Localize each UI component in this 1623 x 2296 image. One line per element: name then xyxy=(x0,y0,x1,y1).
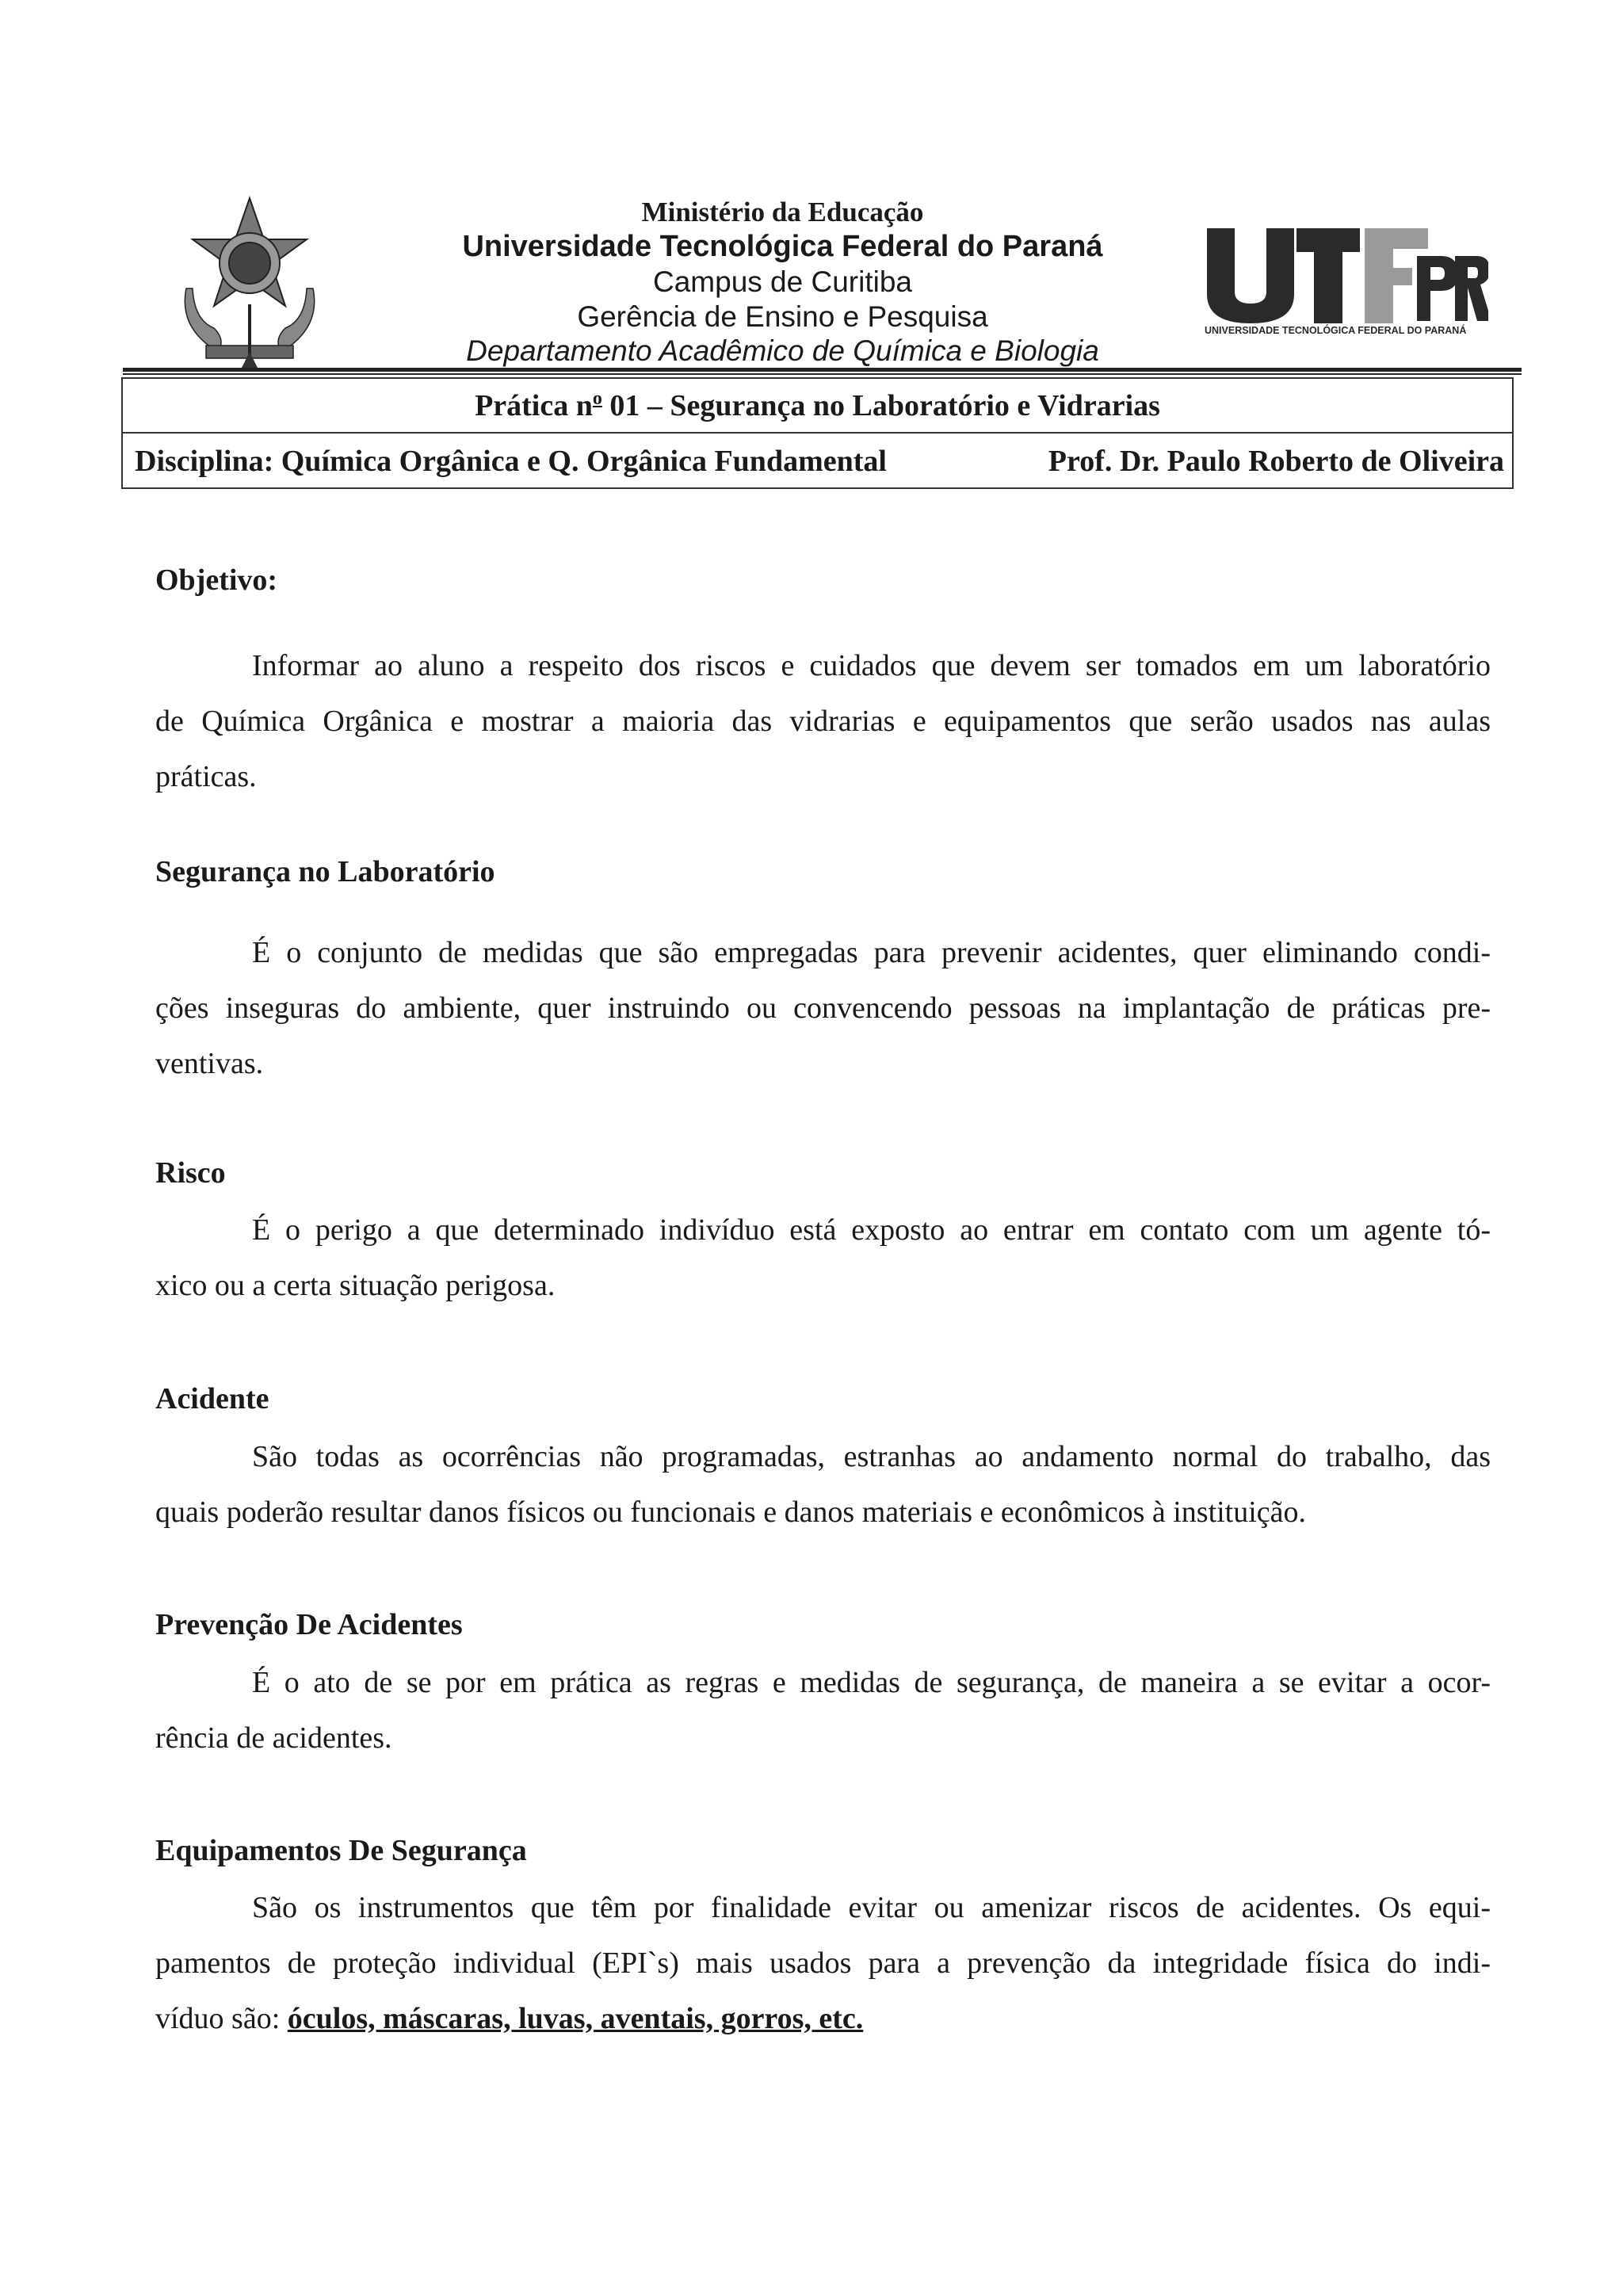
heading-objetivo: Objetivo: xyxy=(155,563,278,597)
paragraph-seguranca: É o conjunto de medidas que são empregadas para prevenir acidentes, quer eliminando condi- ções inseguras do ambiente, quer instruindo ou convencendo pessoas na implantação de práticas pre- ventivas. xyxy=(155,936,1491,1080)
heading-risco: Risco xyxy=(155,1156,226,1190)
practice-header-divider xyxy=(121,432,1514,434)
header-rule-thin xyxy=(123,373,1522,375)
department-name: Departamento Acadêmico de Química e Biologia xyxy=(466,334,1099,367)
paragraph-objetivo: Informar ao aluno a respeito dos riscos e cuidados que devem ser tomados em um laboratório de Química Orgânica e mostrar a maioria das vidrarias e equipamentos que serão usados nas aulas práticas. xyxy=(155,649,1491,793)
heading-equipamentos: Equipamentos De Segurança xyxy=(155,1834,527,1867)
header-rule xyxy=(123,368,1522,372)
professor-name: Prof. Dr. Paulo Roberto de Oliveira xyxy=(1048,445,1504,478)
ministry-name: Ministério da Educação xyxy=(641,197,924,227)
paragraph-acidente: São todas as ocorrências não programadas, estranhas ao andamento normal do trabalho, das quais poderão resultar danos físicos ou funcionais e danos materiais e econômicos à instituição. xyxy=(155,1440,1491,1529)
heading-prevencao: Prevenção De Acidentes xyxy=(155,1608,463,1641)
practice-title: Prática $n^o$ 01 – Segurança no Laboratório e Vidrarias xyxy=(475,388,1160,422)
discipline-label: Disciplina: Química Orgânica e Q. Orgânica Fundamental xyxy=(135,445,887,478)
utfpr-logo xyxy=(1203,224,1488,335)
paragraph-risco: É o perigo a que determinado indivíduo está exposto ao entrar em contato com um agente tó- xico ou a certa situação perigosa. xyxy=(155,1213,1491,1302)
paragraph-prevencao: É o ato de se por em prática as regras e medidas de segurança, de maneira a se evitar a ocor- rência de acidentes. xyxy=(155,1666,1491,1755)
heading-seguranca: Segurança no Laboratório xyxy=(155,855,495,888)
university-name: Universidade Tecnológica Federal do Paraná xyxy=(462,230,1103,263)
epi-list: óculos, máscaras, luvas, aventais, gorros, etc. xyxy=(287,2002,864,2035)
paragraph-equipamentos: São os instrumentos que têm por finalidade evitar ou amenizar riscos de acidentes. Os equi- pamentos de proteção individual (EPI`s) mais usados para a prevenção da integridade física do indi- víduo são: óculos, máscaras, luvas, aventais, gorros, etc. xyxy=(155,1891,1491,2035)
heading-acidente: Acidente xyxy=(155,1382,269,1415)
campus-name: Campus de Curitiba xyxy=(653,266,912,298)
management-name: Gerência de Ensino e Pesquisa xyxy=(577,300,988,333)
logo-subtitle: UNIVERSIDADE TECNOLÓGICA FEDERAL DO PARANÁ xyxy=(1205,325,1467,335)
